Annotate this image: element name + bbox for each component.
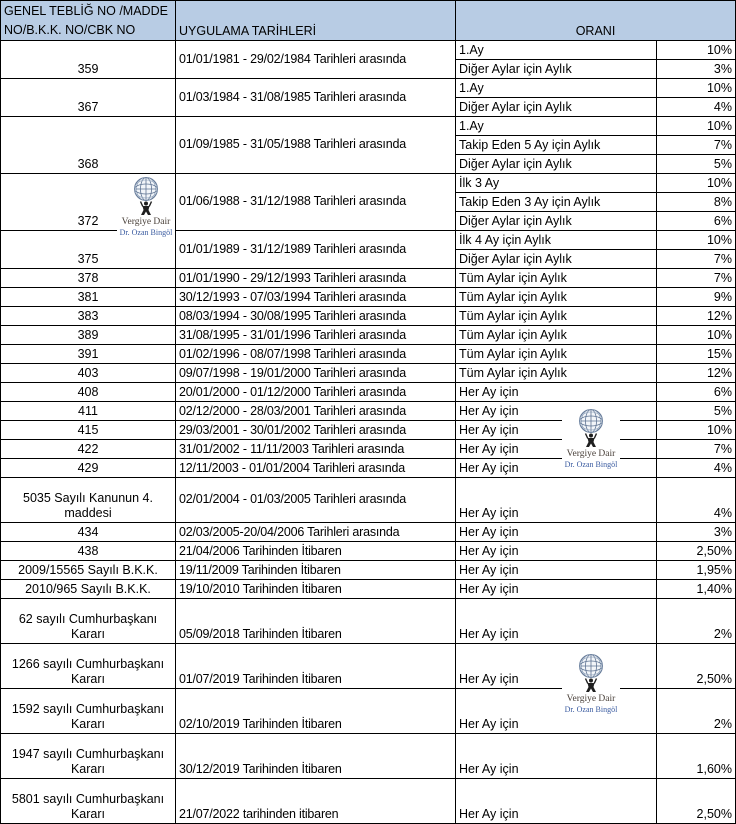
rate-label-cell: Tüm Aylar için Aylık [456,364,657,383]
rate-value-cell: 7% [657,440,736,459]
table-row [1,523,736,542]
vergiye-dair-watermark [562,407,620,471]
rate-value-cell: 6% [657,212,736,231]
rate-value-cell: 3% [657,523,736,542]
table-row [1,345,736,364]
table-row [1,580,736,599]
date-range-cell: 30/12/1993 - 07/03/1994 Tarihleri arasında [176,288,456,307]
date-range-cell: 31/08/1995 - 31/01/1996 Tarihleri arasında [176,326,456,345]
rate-value-cell: 1,40% [657,580,736,599]
rate-value-cell: 10% [657,174,736,193]
gazette-no-cell: 359 [1,41,176,79]
rate-value-cell: 1,95% [657,561,736,580]
gazette-no-cell: 1266 sayılı Cumhurbaşkanı Kararı [1,644,176,689]
rate-value-cell: 2,50% [657,779,736,824]
rate-value-cell: 8% [657,193,736,212]
rate-value-cell: 7% [657,269,736,288]
rate-value-cell: 5% [657,155,736,174]
rate-value-cell: 2% [657,689,736,734]
gazette-no-cell: 422 [1,440,176,459]
date-range-cell: 01/01/1989 - 31/12/1989 Tarihleri arasında [176,231,456,269]
rate-label-cell: Her Ay için [456,459,657,478]
rate-label-cell: Diğer Aylar için Aylık [456,60,657,79]
rate-label-cell: Tüm Aylar için Aylık [456,326,657,345]
gazette-no-cell: 389 [1,326,176,345]
rate-value-cell: 10% [657,79,736,98]
rate-value-cell: 6% [657,383,736,402]
rate-value-cell: 4% [657,478,736,523]
rate-label-cell: 1.Ay [456,41,657,60]
table-row [1,288,736,307]
rate-value-cell: 2% [657,599,736,644]
gazette-no-cell: 367 [1,79,176,117]
rate-label-cell: Her Ay için [456,644,657,689]
gazette-no-cell: 5801 sayılı Cumhurbaşkanı Kararı [1,779,176,824]
rate-value-cell: 4% [657,459,736,478]
rate-value-cell: 10% [657,421,736,440]
table-row [1,644,736,689]
date-range-cell: 12/11/2003 - 01/01/2004 Tarihleri arasında [176,459,456,478]
table-row [1,542,736,561]
header-row [1,1,736,41]
rate-label-cell: 1.Ay [456,117,657,136]
rate-label-cell: Takip Eden 5 Ay için Aylık [456,136,657,155]
rate-label-cell: Diğer Aylar için Aylık [456,98,657,117]
gazette-no-cell: 1592 sayılı Cumhurbaşkanı Kararı [1,689,176,734]
rate-value-cell: 2,50% [657,644,736,689]
date-range-cell: 19/10/2010 Tarihinden İtibaren [176,580,456,599]
rate-label-cell: Her Ay için [456,440,657,459]
table-row [1,231,736,250]
rate-label-cell: Takip Eden 3 Ay için Aylık [456,193,657,212]
vergiye-dair-watermark [117,175,175,239]
watermark-title: Vergiye Dair [566,694,616,704]
rate-value-cell: 7% [657,250,736,269]
rate-label-cell: Her Ay için [456,523,657,542]
gazette-no-cell: 391 [1,345,176,364]
date-range-cell: 02/10/2019 Tarihinden İtibaren [176,689,456,734]
table-row [1,421,736,440]
gazette-no-cell: 415 [1,421,176,440]
rate-value-cell: 2,50% [657,542,736,561]
date-range-cell: 09/07/1998 - 19/01/2000 Tarihleri arasında [176,364,456,383]
rate-label-cell: Her Ay için [456,599,657,644]
rate-value-cell: 7% [657,136,736,155]
col-header-gazette-no: GENEL TEBLİĞ NO /MADDE NO/B.K.K. NO/CBK NO [1,1,176,41]
date-range-cell: 01/06/1988 - 31/12/1988 Tarihleri arasında [176,174,456,231]
date-range-cell: 01/02/1996 - 08/07/1998 Tarihleri arasında [176,345,456,364]
table-header [1,1,736,41]
date-range-cell: 21/07/2022 tarihinden itibaren [176,779,456,824]
date-range-cell: 02/12/2000 - 28/03/2001 Tarihleri arasında [176,402,456,421]
table-row [1,79,736,98]
col-header-rate: ORANI [456,1,736,41]
watermark-author: Dr. Ozan Bingöl [564,704,618,714]
table-row [1,561,736,580]
rate-label-cell: Her Ay için [456,383,657,402]
rate-label-cell: İlk 3 Ay [456,174,657,193]
table-row [1,117,736,136]
date-range-cell: 31/01/2002 - 11/11/2003 Tarihleri arasında [176,440,456,459]
rate-label-cell: Her Ay için [456,478,657,523]
vergiye-dair-watermark [562,652,620,716]
table-row [1,383,736,402]
rate-value-cell: 15% [657,345,736,364]
gazette-no-cell: 408 [1,383,176,402]
gazette-no-cell: 2009/15565 Sayılı B.K.K. [1,561,176,580]
rate-label-cell: İlk 4 Ay için Aylık [456,231,657,250]
rate-value-cell: 4% [657,98,736,117]
watermark-author: Dr. Ozan Bingöl [119,227,173,237]
table-row [1,734,736,779]
rate-label-cell: Her Ay için [456,542,657,561]
gazette-no-cell: 378 [1,269,176,288]
date-range-cell: 01/03/1984 - 31/08/1985 Tarihleri arasında [176,79,456,117]
rate-label-cell: Her Ay için [456,561,657,580]
rate-value-cell: 10% [657,117,736,136]
gazette-no-cell: 2010/965 Sayılı B.K.K. [1,580,176,599]
table-row [1,364,736,383]
table-row [1,459,736,478]
rate-value-cell: 10% [657,41,736,60]
gazette-no-cell: 375 [1,231,176,269]
gazette-no-cell: 368 [1,117,176,174]
date-range-cell: 21/04/2006 Tarihinden İtibaren [176,542,456,561]
rate-label-cell: Diğer Aylar için Aylık [456,212,657,231]
date-range-cell: 01/01/1981 - 29/02/1984 Tarihleri arasında [176,41,456,79]
table-row [1,41,736,60]
rate-label-cell: Her Ay için [456,580,657,599]
atlas-globe-icon [128,176,164,216]
gazette-no-cell: 429 [1,459,176,478]
col-header-application-dates: UYGULAMA TARİHLERİ [176,1,456,41]
rate-label-cell: Diğer Aylar için Aylık [456,155,657,174]
table-row [1,689,736,734]
date-range-cell: 01/09/1985 - 31/05/1988 Tarihleri arasında [176,117,456,174]
table-row [1,478,736,523]
date-range-cell: 20/01/2000 - 01/12/2000 Tarihleri arasında [176,383,456,402]
rate-label-cell: Tüm Aylar için Aylık [456,288,657,307]
date-range-cell: 02/03/2005-20/04/2006 Tarihleri arasında [176,523,456,542]
date-range-cell: 01/01/1990 - 29/12/1993 Tarihleri arasında [176,269,456,288]
date-range-cell: 08/03/1994 - 30/08/1995 Tarihleri arasında [176,307,456,326]
atlas-globe-icon [573,408,609,448]
gazette-no-cell: 383 [1,307,176,326]
rate-label-cell: Her Ay için [456,402,657,421]
rate-value-cell: 9% [657,288,736,307]
gazette-no-cell: 411 [1,402,176,421]
gazette-no-cell: 438 [1,542,176,561]
gazette-no-cell: 403 [1,364,176,383]
date-range-cell: 01/07/2019 Tarihinden İtibaren [176,644,456,689]
rate-label-cell: Tüm Aylar için Aylık [456,269,657,288]
table-row [1,326,736,345]
rate-value-cell: 3% [657,60,736,79]
rate-value-cell: 10% [657,326,736,345]
rate-value-cell: 1,60% [657,734,736,779]
rate-value-cell: 5% [657,402,736,421]
rate-label-cell: 1.Ay [456,79,657,98]
watermark-title: Vergiye Dair [121,217,171,227]
rate-label-cell: Her Ay için [456,421,657,440]
rate-label-cell: Her Ay için [456,734,657,779]
atlas-globe-icon [573,653,609,693]
gazette-no-cell: 1947 sayılı Cumhurbaşkanı Kararı [1,734,176,779]
date-range-cell: 30/12/2019 Tarihinden İtibaren [176,734,456,779]
gazette-no-cell: 381 [1,288,176,307]
gazette-no-cell: 372 [1,174,176,231]
table-row [1,307,736,326]
date-range-cell: 05/09/2018 Tarihinden İtibaren [176,599,456,644]
gazette-no-cell: 5035 Sayılı Kanunun 4. maddesi [1,478,176,523]
table-row [1,402,736,421]
rate-label-cell: Tüm Aylar için Aylık [456,307,657,326]
rate-value-cell: 12% [657,364,736,383]
gazette-no-cell: 62 sayılı Cumhurbaşkanı Kararı [1,599,176,644]
rate-label-cell: Her Ay için [456,689,657,734]
rate-label-cell: Tüm Aylar için Aylık [456,345,657,364]
date-range-cell: 29/03/2001 - 30/01/2002 Tarihleri arasında [176,421,456,440]
rate-value-cell: 12% [657,307,736,326]
watermark-title: Vergiye Dair [566,449,616,459]
rate-label-cell: Her Ay için [456,779,657,824]
rate-value-cell: 10% [657,231,736,250]
gazette-no-cell: 434 [1,523,176,542]
date-range-cell: 02/01/2004 - 01/03/2005 Tarihleri arasında [176,478,456,523]
table-row [1,599,736,644]
rate-label-cell: Diğer Aylar için Aylık [456,250,657,269]
watermark-author: Dr. Ozan Bingöl [564,459,618,469]
rates-table-body [1,41,736,824]
table-row [1,174,736,193]
table-row [1,440,736,459]
table-row [1,779,736,824]
date-range-cell: 19/11/2009 Tarihinden İtibaren [176,561,456,580]
table-row [1,269,736,288]
